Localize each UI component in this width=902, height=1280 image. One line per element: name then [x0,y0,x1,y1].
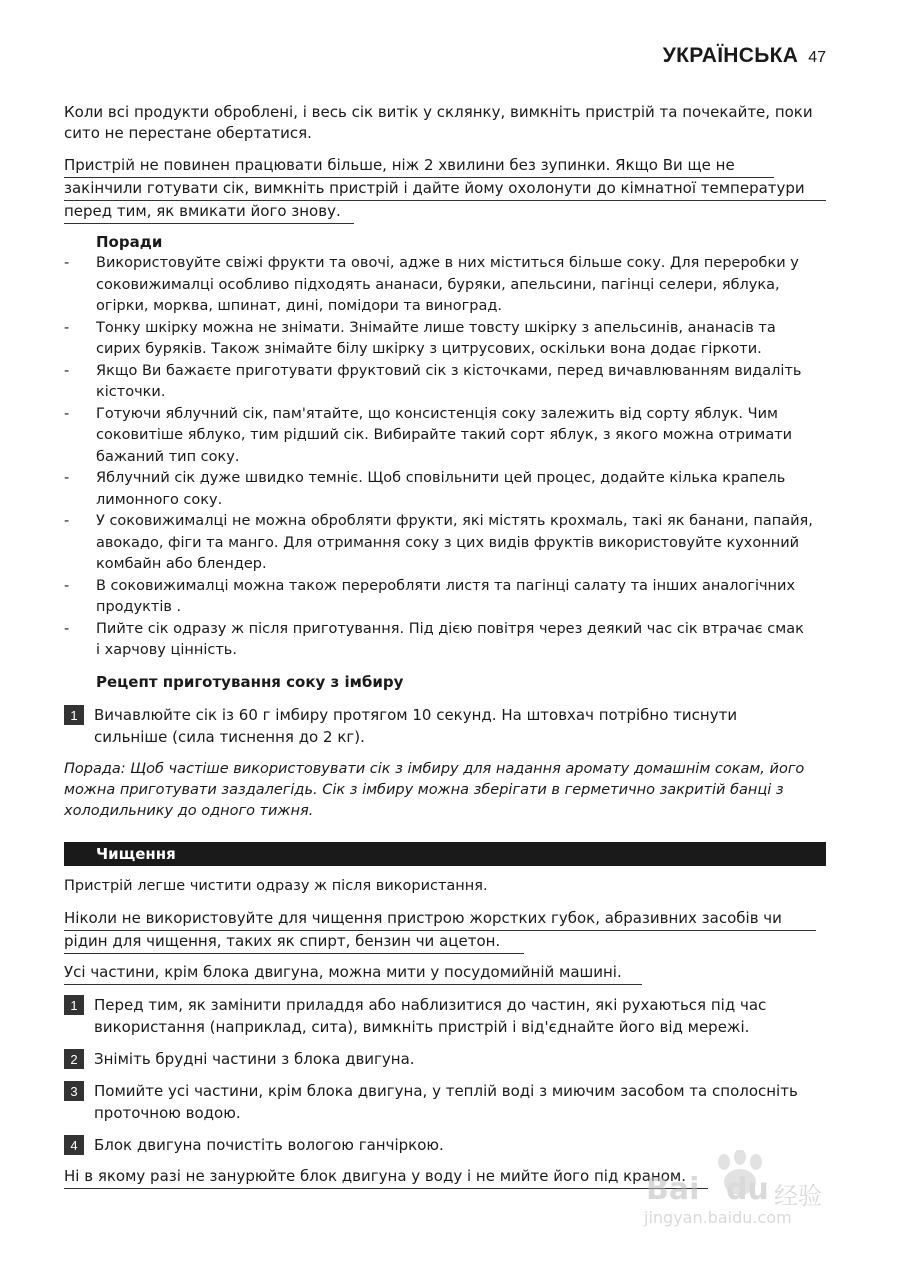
warning-line-1: Пристрій не повинен працювати більше, ніж 2 хвилини без зупинки. Якщо Ви ще не [64,155,774,178]
cleaning-step-2: 2 Зніміть брудні частини з блока двигуна. [64,1048,834,1070]
intro-line-1: Коли всі продукти оброблені, і весь сік витік у склянку, вимкніть пристрій та почекайте, поки [64,103,813,121]
page-number: 47 [808,49,826,66]
tips-heading-wrap [64,232,834,252]
step-number-badge: 1 [64,995,84,1015]
list-dash: - [64,362,70,379]
section-title-cleaning: Чищення [64,842,826,866]
recipe-step-1: 1 Вичавлюйте сік із 60 г імбиру протягом 10 секунд. На штовхач потрібно тиснути сильніше (сила тиснення до 2 кг). [64,704,834,748]
tip-item: - Тонку шкірку можна не знімати. Знімайте лише товсту шкірку з апельсинів, ананасів та сирих буряків. Також знімайте білу шкірку з цитрусових, оскільки вона додає гіркоти. [64,319,776,357]
list-dash: - [64,577,70,594]
tip-item: - Пийте сік одразу ж після приготування. Під дією повітря через деякий час сік втрачає смак і харчову цінність. [64,620,804,658]
step-number-badge: 4 [64,1135,84,1155]
intro-paragraph [64,102,834,144]
tip-item: - Яблучний сік дуже швидко темніє. Щоб сповільнити цей процес, додайте кілька крапель лимонного соку. [64,470,786,508]
tip-item: - Використовуйте свіжі фрукти та овочі, адже в них міститься більше соку. Для переробки у соковижималці особливо підходять ананаси, буряки, апельсини, пагінці селери, яблука, огірки, морква, шпинат, дині, помідори та виноград. [64,255,799,314]
recipe-heading-wrap [64,672,834,692]
cleaning-step-1: 1 Перед тим, як замінити приладдя або наблизитися до частин, які рухаються під час використання (наприклад, сита), вимкніть пристрій і від'єднайте його від мережі. [64,994,834,1038]
cleaning-warning-1: Ніколи не використовуйте для чищення пристрою жорстких губок, абразивних засобів чи рідин для чищення, таких як спирт, бензин чи ацетон. [64,908,834,954]
cleaning-final-warning: Ні в якому разі не занурюйте блок двигуна у воду і не мийте його під краном. [64,1166,834,1189]
tip-item: - Якщо Ви бажаєте приготувати фруктовий сік з кісточками, перед вичавлюванням видаліть кісточки. [64,362,802,400]
intro-line-2: сито не перестане обертатися. [64,124,312,142]
watermark-brand-left: Bai [646,1172,700,1207]
watermark-url: jingyan.baidu.com [644,1208,792,1227]
cleaning-step-3: 3 Помийте усі частини, крім блока двигуна, у теплій воді з миючим засобом та сполосніть проточною водою. [64,1080,834,1124]
watermark-cn-text: 经验 [774,1182,822,1210]
step-number-badge: 2 [64,1049,84,1069]
list-dash: - [64,405,70,422]
watermark-brand-right: du [726,1172,769,1207]
baidu-watermark [640,1150,850,1230]
language-title: УКРАЇНСЬКА [662,44,799,67]
page-header [663,44,826,68]
cleaning-warning-2: Усі частини, крім блока двигуна, можна мити у посудомийній машині. [64,962,834,985]
cleaning-step-4: 4 Блок двигуна почистіть вологою ганчіркою. [64,1134,834,1156]
list-dash: - [64,319,70,336]
operation-time-warning [64,155,834,224]
tip-item: - У соковижималці не можна обробляти фрукти, які містять крохмаль, такі як банани, папайя, авокадо, фіги та манго. Для отримання соку з цих видів фруктів використовуйте кухонний комбайн або блендер. [64,513,813,572]
list-dash: - [64,513,70,529]
list-dash: - [64,470,70,486]
step-number-badge: 3 [64,1081,84,1101]
recipe-heading: Рецепт приготування соку з імбиру [96,673,404,691]
warning-line-2: закінчили готувати сік, вимкніть пристрій і дайте йому охолонути до кімнатної температури [64,178,826,201]
tips-heading: Поради [96,233,163,251]
step-number-badge: 1 [64,705,84,725]
tip-item: - Готуючи яблучний сік, пам'ятайте, що консистенція соку залежить від сорту яблук. Чим соковитіше яблуко, тим рідший сік. Вибирайте такий сорт яблук, з якого можна отримати бажаний тип соку. [64,405,793,465]
warning-line-3: перед тим, як вмикати його знову. [64,201,354,224]
list-dash: - [64,255,70,271]
cleaning-intro: Пристрій легше чистити одразу ж після використання. [64,878,488,894]
list-dash: - [64,620,70,637]
recipe-note: Порада: Щоб частіше використовувати сік з імбиру для надання аромату домашнім сокам, його можна приготувати заздалегідь. Сік з імбиру можна зберігати в герметично закритій банці з холодильнику до одного тижня. [64,761,805,819]
tip-item: - В соковижималці можна також переробляти листя та пагінці салату та інших аналогічних продуктів . [64,577,796,615]
tips-list [64,253,834,662]
